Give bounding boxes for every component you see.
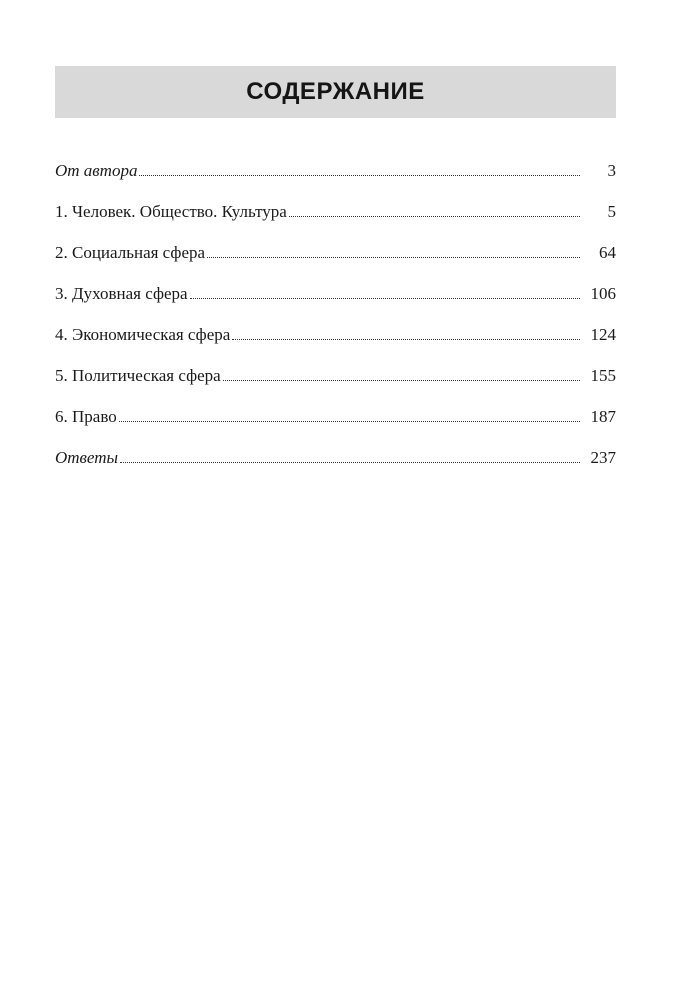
dot-leader xyxy=(190,284,580,304)
dot-leader xyxy=(232,325,580,345)
toc-entry-label: 5. Политическая сфера xyxy=(55,366,221,385)
toc-entry-label: 6. Право xyxy=(55,407,117,426)
toc-entry-label: Ответы xyxy=(55,448,119,467)
toc-entry-label: 2. Социальная сфера xyxy=(55,243,206,262)
dot-leader xyxy=(289,202,580,222)
toc-entry-page: 106 xyxy=(590,284,616,303)
toc-entry-page: 237 xyxy=(590,448,616,467)
toc-entry-page: 64 xyxy=(599,243,616,262)
toc-entry-label: 4. Экономическая сфера xyxy=(55,325,231,344)
toc-entry[interactable] xyxy=(55,263,616,304)
toc-entry-page: 124 xyxy=(590,325,616,344)
toc-entry-page: 3 xyxy=(607,161,616,180)
toc-entry[interactable] xyxy=(55,222,616,263)
toc-entry[interactable] xyxy=(55,181,616,222)
toc-entry[interactable] xyxy=(55,345,616,386)
heading-bar xyxy=(55,66,616,118)
page-title: СОДЕРЖАНИЕ xyxy=(246,78,425,105)
dot-leader xyxy=(119,407,580,427)
toc-entry-label: От автора xyxy=(55,161,138,180)
toc-entry-page: 155 xyxy=(590,366,616,385)
toc-entry[interactable] xyxy=(55,304,616,345)
toc-entry[interactable] xyxy=(55,150,616,181)
toc-entry-label: 1. Человек. Общество. Культура xyxy=(55,202,287,221)
dot-leader xyxy=(223,366,580,386)
dot-leader xyxy=(207,243,580,263)
table-of-contents xyxy=(55,150,616,468)
toc-entry-page: 5 xyxy=(607,202,616,221)
dot-leader xyxy=(120,448,580,468)
toc-entry-page: 187 xyxy=(590,407,616,426)
toc-entry[interactable] xyxy=(55,427,616,468)
toc-entry[interactable] xyxy=(55,386,616,427)
toc-entry-label: 3. Духовная сфера xyxy=(55,284,188,303)
dot-leader xyxy=(139,161,580,181)
